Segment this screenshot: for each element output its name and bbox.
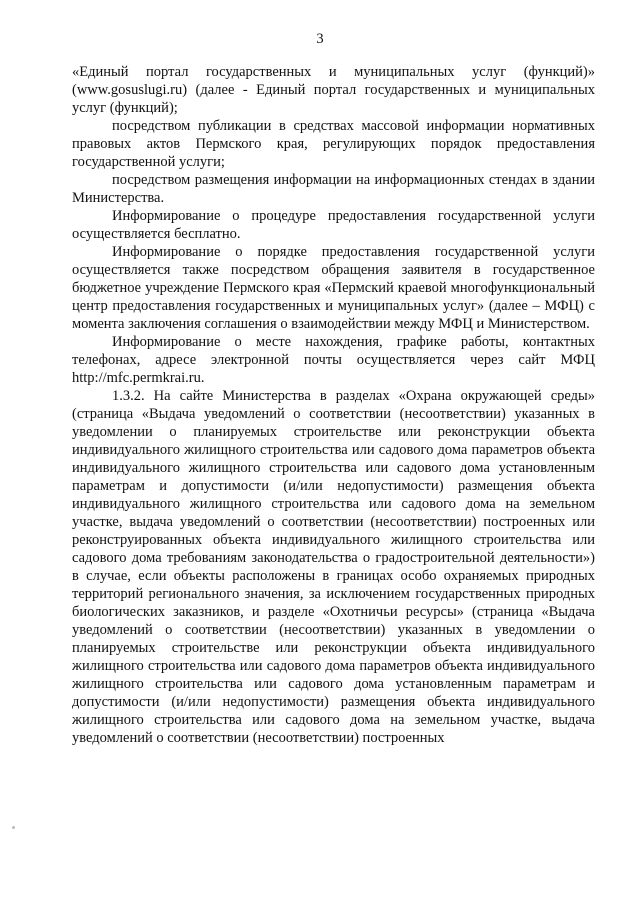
scan-margin-mark xyxy=(12,826,15,829)
paragraph-mfc: Информирование о порядке предоставления государственной услуги осуществляется также посредством обращения заявителя в государственное бюджетное учреждение Пермского края «Пермский краевой многофункциональный центр предоставления государственных и муниципальных услуг» (далее – МФЦ) с момента заключения соглашения о взаимодействии между МФЦ и Министерством. xyxy=(72,244,595,332)
page-number: 3 xyxy=(316,31,324,47)
paragraph-info-stands: посредством размещения информации на информационных стендах в здании Министерства. xyxy=(72,172,595,206)
paragraph-free-of-charge: Информирование о процедуре предоставления государственной услуги осуществляется бесплатно. xyxy=(72,208,595,242)
paragraph-mfc-contacts: Информирование о месте нахождения, графике работы, контактных телефонах, адресе электронной почты осуществляется через сайт МФЦ http://mfc.permkrai.ru. xyxy=(72,334,595,386)
paragraph-publication: посредством публикации в средствах массовой информации нормативных правовых актов Пермского края, регулирующих порядок предоставления государственной услуги; xyxy=(72,118,595,170)
document-body xyxy=(72,63,595,747)
paragraph-section-1-3-2: 1.3.2. На сайте Министерства в разделах «Охрана окружающей среды» (страница «Выдача уведомлений о соответствии (несоответствии) указанных в уведомлении о планируемых строительстве или реконструкции объекта индивидуального жилищного строительства или садового дома параметров объекта индивидуального жилищного строительства или садового дома установленным параметрам и допустимости (и/или недопустимости) размещения объекта индивидуального жилищного строительства или садового дома на земельном участке, выдача уведомлений о соответствии (несоответствии) построенных или реконструированных объекта индивидуального жилищного строительства или садового дома требованиям законодательства о градостроительной деятельности») в случае, если объекты расположены в границах особо охраняемых природных территорий регионального значения, за исключением государственных природных биологических заказников, и разделе «Охотничьи ресурсы» (страница «Выдача уведомлений о соответствии (несоответствии) указанных в уведомлении о планируемых строительстве или реконструкции объекта индивидуального жилищного строительства или садового дома параметров объекта индивидуального жилищного строительства или садового дома установленным параметрам и допустимости (и/или недопустимости) размещения объекта индивидуального жилищного строительства или садового дома на земельном участке, выдача уведомлений о соответствии (несоответствии) построенных xyxy=(72,388,595,746)
paragraph-portal-continuation: «Единый портал государственных и муниципальных услуг (функций)» (www.gosuslugi.ru) (далее - Единый портал государственных и муниципальных услуг (функций); xyxy=(72,64,595,116)
